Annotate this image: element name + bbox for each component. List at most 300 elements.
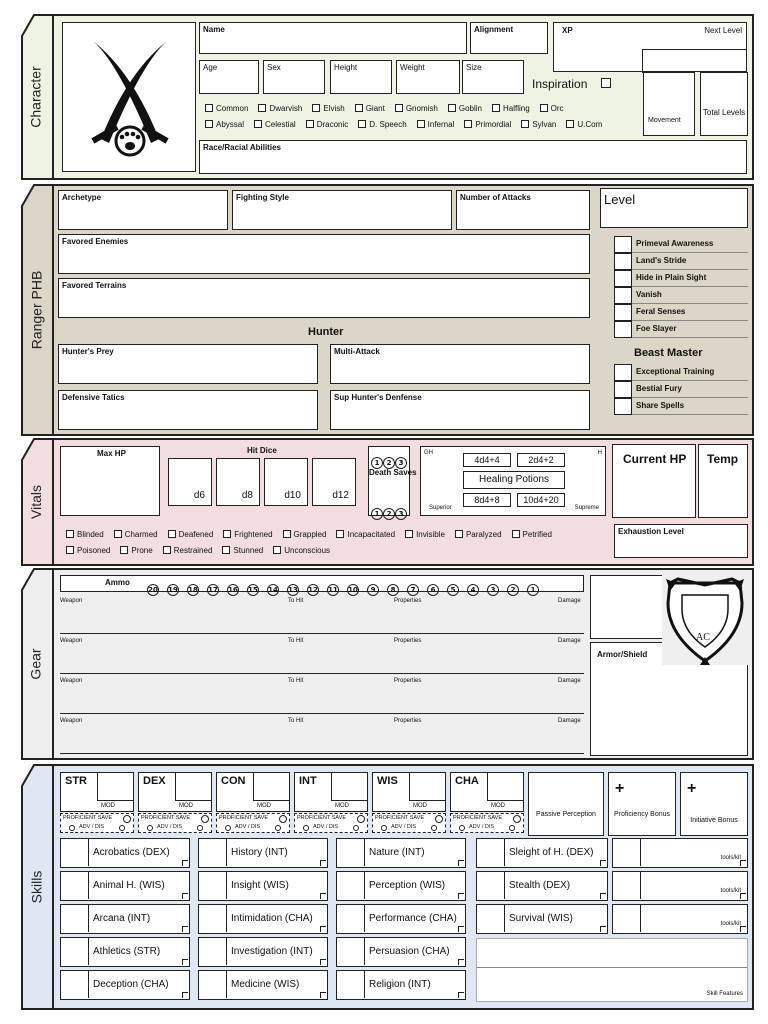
feature-item[interactable]	[614, 304, 748, 321]
condition-4[interactable]	[283, 530, 327, 539]
ability-cha	[450, 772, 524, 834]
condition-7[interactable]	[455, 530, 502, 539]
ammo-circle[interactable]: 8	[387, 584, 399, 596]
language-checkbox[interactable]	[540, 104, 548, 112]
weapon-row[interactable]	[60, 636, 584, 674]
tool-proficiency-box[interactable]	[613, 839, 641, 866]
skill-proficiency-box[interactable]	[61, 938, 89, 965]
weapon-row[interactable]	[60, 676, 584, 714]
condition-checkbox[interactable]	[114, 530, 122, 538]
condition-checkbox[interactable]	[455, 530, 463, 538]
feature-item[interactable]	[614, 398, 748, 415]
dis-circle[interactable]	[431, 825, 437, 831]
feature-checkbox[interactable]	[614, 287, 632, 304]
death-save-circle[interactable]: 3	[395, 508, 407, 520]
ammo-circle[interactable]: 1	[527, 584, 539, 596]
condition-1[interactable]	[120, 546, 152, 555]
ammo-circle[interactable]: 13	[288, 586, 298, 594]
height-field[interactable]: Height	[330, 60, 392, 94]
language-6[interactable]	[492, 104, 530, 113]
feature-item[interactable]	[614, 287, 748, 304]
character-section	[0, 14, 768, 180]
tool-kit-row[interactable]	[612, 838, 748, 868]
condition-label: Poisoned	[77, 546, 111, 555]
exhaustion-level-field[interactable]: Exhaustion Level	[614, 524, 748, 558]
condition-checkbox[interactable]	[66, 546, 74, 554]
language-7[interactable]	[540, 104, 564, 113]
skill-proficiency-box[interactable]	[199, 938, 227, 965]
skills-panel	[52, 764, 754, 1010]
skill-row[interactable]	[60, 937, 190, 967]
condition-1[interactable]	[114, 530, 158, 539]
shield-box	[590, 575, 664, 639]
shield-icon	[662, 573, 748, 665]
proficient-save-circle[interactable]	[357, 815, 365, 823]
dis-circle[interactable]	[275, 825, 281, 831]
language-checkbox[interactable]	[448, 104, 456, 112]
death-save-circle[interactable]: 2	[383, 457, 395, 469]
defensive-tatics-field[interactable]: Defensive Tatics	[58, 390, 318, 430]
condition-checkbox[interactable]	[163, 546, 171, 554]
condition-4[interactable]	[273, 546, 330, 555]
language-2[interactable]	[306, 120, 349, 129]
condition-checkbox[interactable]	[283, 530, 291, 538]
feature-item[interactable]	[614, 321, 748, 338]
language-7[interactable]	[566, 120, 602, 129]
skill-bonus-corner[interactable]	[182, 926, 188, 932]
language-checkbox[interactable]	[464, 120, 472, 128]
current-hp-field[interactable]: Current HP	[612, 444, 696, 518]
hit-die-d6[interactable]: d6	[168, 458, 212, 506]
language-1[interactable]	[254, 120, 296, 129]
hit-die-d10[interactable]: d10	[264, 458, 308, 506]
save-proficiency-box[interactable]	[294, 813, 368, 833]
feature-checkbox[interactable]	[614, 304, 632, 321]
ammo-circle[interactable]: 14	[268, 586, 278, 594]
skill-row[interactable]	[60, 838, 190, 868]
ammo-circle[interactable]: 17	[208, 586, 218, 594]
ammo-circle[interactable]: 11	[328, 586, 338, 594]
adv-dis-label: ADV / DIS	[469, 824, 495, 830]
skill-bonus-corner[interactable]	[320, 926, 326, 932]
healing-potions-title: Healing Potions	[463, 471, 565, 489]
condition-0[interactable]	[66, 530, 104, 539]
feature-checkbox[interactable]	[614, 236, 632, 253]
tool-proficiency-box[interactable]	[613, 872, 641, 899]
skill-row[interactable]	[60, 871, 190, 901]
skill-label: Insight (WIS)	[231, 880, 289, 891]
ammo-circle[interactable]: 5	[447, 584, 459, 596]
language-checkbox[interactable]	[566, 120, 574, 128]
tool-proficiency-box[interactable]	[613, 905, 641, 932]
skill-row[interactable]	[476, 838, 608, 868]
save-proficiency-box[interactable]	[450, 813, 524, 833]
skills-section	[0, 764, 768, 1010]
weapon-row[interactable]	[60, 596, 584, 634]
proficient-save-label: PROFICIENT SAVE	[375, 815, 425, 821]
language-3[interactable]	[355, 104, 385, 113]
skill-row[interactable]	[336, 937, 466, 967]
language-checkbox[interactable]	[355, 104, 363, 112]
condition-8[interactable]	[512, 530, 552, 539]
skill-bonus-corner[interactable]	[600, 926, 606, 932]
language-0[interactable]	[205, 104, 248, 113]
language-0[interactable]	[205, 120, 244, 129]
proficient-save-label: PROFICIENT SAVE	[219, 815, 269, 821]
skill-bonus-corner[interactable]	[600, 893, 606, 899]
ammo-circle[interactable]: 2	[507, 584, 519, 596]
adv-circle[interactable]	[147, 825, 153, 831]
skill-row[interactable]	[60, 904, 190, 934]
skill-proficiency-box[interactable]	[199, 839, 227, 866]
name-field[interactable]: Name	[199, 22, 467, 54]
skill-bonus-corner[interactable]	[458, 959, 464, 965]
condition-6[interactable]	[405, 530, 445, 539]
language-checkbox[interactable]	[205, 120, 213, 128]
skill-bonus-corner[interactable]	[320, 860, 326, 866]
condition-checkbox[interactable]	[336, 530, 344, 538]
ammo-circle[interactable]: 4	[467, 584, 479, 596]
death-save-circle[interactable]: 1	[371, 508, 383, 520]
ability-wis	[372, 772, 446, 834]
language-5[interactable]	[448, 104, 482, 113]
death-save-success-row[interactable]	[371, 450, 407, 469]
ability-score-inner[interactable]	[97, 773, 133, 801]
language-label: Halfling	[502, 104, 530, 113]
proficient-save-circle[interactable]	[513, 815, 521, 823]
skill-proficiency-box[interactable]	[477, 872, 505, 899]
mod-label: MOD	[101, 803, 115, 809]
language-4[interactable]	[417, 120, 455, 129]
feature-label: Exceptional Training	[636, 367, 715, 376]
skill-row[interactable]	[198, 904, 328, 934]
proficient-save-label: PROFICIENT SAVE	[297, 815, 347, 821]
hit-dice-label: Hit Dice	[247, 446, 277, 455]
skill-proficiency-box[interactable]	[61, 971, 89, 998]
inspiration-checkbox[interactable]	[601, 78, 611, 88]
language-checkbox[interactable]	[205, 104, 213, 112]
alignment-field[interactable]: Alignment	[470, 22, 548, 54]
skill-row[interactable]	[198, 970, 328, 1000]
feature-item[interactable]	[614, 270, 748, 287]
ability-score-box[interactable]	[216, 772, 290, 812]
skill-bonus-corner[interactable]	[458, 992, 464, 998]
language-checkbox[interactable]	[521, 120, 529, 128]
favored-enemies-field[interactable]: Favored Enemies	[58, 234, 590, 274]
tool-kit-row[interactable]	[612, 871, 748, 901]
skill-row[interactable]	[476, 871, 608, 901]
ammo-circle[interactable]: 18	[188, 586, 198, 594]
skill-row[interactable]	[198, 871, 328, 901]
skill-row[interactable]	[336, 838, 466, 868]
feature-item[interactable]	[614, 236, 748, 253]
language-checkbox[interactable]	[312, 104, 320, 112]
weapon-row[interactable]	[60, 716, 584, 754]
skill-bonus-corner[interactable]	[320, 959, 326, 965]
condition-label: Unconscious	[284, 546, 331, 555]
damage-label: Damage	[558, 678, 581, 684]
feature-label: Bestial Fury	[636, 384, 682, 393]
skill-row[interactable]	[198, 838, 328, 868]
skill-row[interactable]	[336, 871, 466, 901]
skill-bonus-corner[interactable]	[600, 860, 606, 866]
potion-healing-count[interactable]: 2d4+2	[517, 453, 565, 467]
sup-hunters-defense-field[interactable]: Sup Hunter's Denfense	[330, 390, 590, 430]
ranger-panel	[52, 184, 754, 436]
language-checkbox[interactable]	[306, 120, 314, 128]
condition-checkbox[interactable]	[405, 530, 413, 538]
skill-proficiency-box[interactable]	[337, 938, 365, 965]
skill-bonus-corner[interactable]	[182, 959, 188, 965]
weapon-label: Weapon	[60, 598, 83, 604]
ability-score-inner[interactable]	[331, 773, 367, 801]
death-save-circle[interactable]: 3	[395, 457, 407, 469]
condition-checkbox[interactable]	[222, 546, 230, 554]
weight-field[interactable]: Weight	[396, 60, 460, 94]
feature-item[interactable]	[614, 253, 748, 270]
condition-checkbox[interactable]	[512, 530, 520, 538]
death-save-fail-row[interactable]	[371, 501, 407, 520]
save-proficiency-box[interactable]	[60, 813, 134, 833]
skill-proficiency-box[interactable]	[337, 872, 365, 899]
feature-checkbox[interactable]	[614, 321, 632, 338]
adv-circle[interactable]	[381, 825, 387, 831]
skill-row[interactable]	[198, 937, 328, 967]
age-field[interactable]: Age	[199, 60, 259, 94]
size-field[interactable]: Size	[462, 60, 524, 94]
language-6[interactable]	[521, 120, 556, 129]
death-save-circle[interactable]: 1	[371, 457, 383, 469]
proficiency-bonus-field[interactable]: + Proficiency Bonus	[608, 772, 676, 836]
skill-label: Stealth (DEX)	[509, 880, 571, 891]
ammo-circle[interactable]: 9	[367, 584, 379, 596]
ability-score-box[interactable]	[138, 772, 212, 812]
dis-circle[interactable]	[197, 825, 203, 831]
skill-label: Medicine (WIS)	[231, 979, 300, 990]
language-2[interactable]	[312, 104, 344, 113]
skill-proficiency-box[interactable]	[61, 872, 89, 899]
archetype-field[interactable]: Archetype	[58, 190, 228, 230]
proficient-save-circle[interactable]	[201, 815, 209, 823]
ammo-circle[interactable]: 7	[407, 584, 419, 596]
feature-checkbox[interactable]	[614, 381, 632, 398]
class-emblem	[62, 22, 196, 172]
skill-label: History (INT)	[231, 847, 288, 858]
hit-die-d12[interactable]: d12	[312, 458, 356, 506]
fighting-style-field[interactable]: Fighting Style	[232, 190, 452, 230]
feature-checkbox[interactable]	[614, 364, 632, 381]
passive-perception-field[interactable]: Passive Perception	[528, 772, 604, 836]
death-saves-box: 1 2 3 Death Saves 1 2 3	[368, 446, 410, 516]
save-proficiency-box[interactable]	[372, 813, 446, 833]
ammo-circle[interactable]: 20	[148, 586, 158, 594]
adv-circle[interactable]	[459, 825, 465, 831]
language-checkbox[interactable]	[254, 120, 262, 128]
language-checkbox[interactable]	[258, 104, 266, 112]
feature-checkbox[interactable]	[614, 253, 632, 270]
death-save-circle[interactable]: 2	[383, 508, 395, 520]
potion-supreme-count[interactable]: 10d4+20	[517, 493, 565, 507]
ammo-circle[interactable]: 10	[348, 586, 358, 594]
damage-label: Damage	[558, 598, 581, 604]
proficient-save-circle[interactable]	[435, 815, 443, 823]
skill-bonus-corner[interactable]	[458, 926, 464, 932]
skill-proficiency-box[interactable]	[61, 839, 89, 866]
language-checkbox[interactable]	[358, 120, 366, 128]
max-hp-field[interactable]: Max HP	[60, 446, 160, 516]
ability-score-inner[interactable]	[175, 773, 211, 801]
vitals-tab: Vitals	[28, 485, 45, 519]
feature-checkbox[interactable]	[614, 270, 632, 287]
skill-proficiency-box[interactable]	[337, 905, 365, 932]
beast-master-title: Beast Master	[634, 347, 703, 359]
save-proficiency-box[interactable]	[138, 813, 212, 833]
skill-proficiency-box[interactable]	[477, 905, 505, 932]
languages-row-2	[205, 120, 612, 129]
language-checkbox[interactable]	[395, 104, 403, 112]
sex-field[interactable]: Sex	[263, 60, 325, 94]
properties-label: Properties	[394, 638, 422, 644]
ammo-circle[interactable]: 19	[168, 586, 178, 594]
ammo-circle[interactable]: 16	[228, 586, 238, 594]
skill-proficiency-box[interactable]	[199, 905, 227, 932]
language-checkbox[interactable]	[417, 120, 425, 128]
adv-circle[interactable]	[69, 825, 75, 831]
ability-score-box[interactable]	[450, 772, 524, 812]
hit-die-d8[interactable]: d8	[216, 458, 260, 506]
condition-checkbox[interactable]	[168, 530, 176, 538]
ability-name: DEX	[143, 775, 166, 787]
skill-proficiency-box[interactable]	[337, 971, 365, 998]
tool-bonus-corner[interactable]	[740, 860, 746, 866]
ability-score-inner[interactable]	[253, 773, 289, 801]
damage-label: Damage	[558, 718, 581, 724]
condition-2[interactable]	[168, 530, 214, 539]
skill-proficiency-box[interactable]	[199, 971, 227, 998]
dis-circle[interactable]	[353, 825, 359, 831]
tool-bonus-corner[interactable]	[740, 893, 746, 899]
proficient-save-circle[interactable]	[279, 815, 287, 823]
potion-greater-count[interactable]: 4d4+4	[463, 453, 511, 467]
condition-checkbox[interactable]	[223, 530, 231, 538]
skill-row[interactable]	[60, 970, 190, 1000]
adv-dis-label: ADV / DIS	[79, 824, 105, 830]
skill-bonus-corner[interactable]	[458, 893, 464, 899]
dis-circle[interactable]	[119, 825, 125, 831]
hunters-prey-field[interactable]: Hunter's Prey	[58, 344, 318, 384]
adv-dis-label: ADV / DIS	[235, 824, 261, 830]
skill-row[interactable]	[476, 904, 608, 934]
adv-circle[interactable]	[225, 825, 231, 831]
vitals-section	[0, 438, 768, 566]
race-abilities-field[interactable]: Race/Racial Abilities	[199, 140, 747, 174]
skill-proficiency-box[interactable]	[199, 872, 227, 899]
xp-field[interactable]: XP Next Level	[553, 22, 747, 72]
language-checkbox[interactable]	[492, 104, 500, 112]
condition-checkbox[interactable]	[273, 546, 281, 554]
skill-label: Nature (INT)	[369, 847, 425, 858]
skill-label: Investigation (INT)	[231, 946, 313, 957]
level-field[interactable]: Level	[600, 188, 748, 228]
damage-label: Damage	[558, 638, 581, 644]
condition-3[interactable]	[223, 530, 272, 539]
ability-score-inner[interactable]	[487, 773, 523, 801]
favored-terrains-field[interactable]: Favored Terrains	[58, 278, 590, 318]
feature-item[interactable]	[614, 364, 748, 381]
tool-kit-row[interactable]	[612, 904, 748, 934]
condition-label: Stunned	[233, 546, 264, 555]
condition-0[interactable]	[66, 546, 110, 555]
condition-5[interactable]	[336, 530, 395, 539]
skill-bonus-corner[interactable]	[320, 992, 326, 998]
language-1[interactable]	[258, 104, 302, 113]
ability-score-box[interactable]	[294, 772, 368, 812]
ability-score-box[interactable]	[372, 772, 446, 812]
temp-hp-field[interactable]: Temp	[698, 444, 748, 518]
skill-row[interactable]	[336, 904, 466, 934]
skill-bonus-corner[interactable]	[182, 860, 188, 866]
skill-proficiency-box[interactable]	[337, 839, 365, 866]
skill-bonus-corner[interactable]	[182, 893, 188, 899]
save-proficiency-box[interactable]	[216, 813, 290, 833]
feature-checkbox[interactable]	[614, 398, 632, 415]
proficient-save-label: PROFICIENT SAVE	[63, 815, 113, 821]
language-5[interactable]	[464, 120, 511, 129]
condition-2[interactable]	[163, 546, 213, 555]
ac-shield[interactable]: AC	[662, 573, 748, 665]
potion-superior-count[interactable]: 8d4+8	[463, 493, 511, 507]
language-4[interactable]	[395, 104, 438, 113]
condition-3[interactable]	[222, 546, 263, 555]
number-of-attacks-field[interactable]: Number of Attacks	[456, 190, 590, 230]
language-label: Orc	[550, 104, 564, 113]
skill-proficiency-box[interactable]	[477, 839, 505, 866]
ammo-circle[interactable]: 3	[487, 584, 499, 596]
tool-bonus-corner[interactable]	[740, 926, 746, 932]
mod-label: MOD	[179, 803, 193, 809]
skill-features-field[interactable]: Skill Features	[476, 938, 748, 1002]
skill-label: Sleight of H. (DEX)	[509, 847, 594, 858]
skill-bonus-corner[interactable]	[320, 893, 326, 899]
language-3[interactable]	[358, 120, 406, 129]
ability-score-inner[interactable]	[409, 773, 445, 801]
ability-score-box[interactable]	[60, 772, 134, 812]
total-levels-field[interactable]: Total Levels	[700, 72, 748, 136]
skill-bonus-corner[interactable]	[182, 992, 188, 998]
ranger-feature-list	[614, 236, 748, 338]
adv-circle[interactable]	[303, 825, 309, 831]
feature-label: Feral Senses	[636, 307, 686, 316]
condition-checkbox[interactable]	[120, 546, 128, 554]
movement-field[interactable]: Movement	[643, 72, 695, 136]
skill-row[interactable]	[336, 970, 466, 1000]
skill-proficiency-box[interactable]	[61, 905, 89, 932]
armor-shield-field[interactable]: Armor/Shield	[590, 642, 748, 756]
ammo-circle[interactable]: 12	[308, 586, 318, 594]
skill-label: Intimidation (CHA)	[231, 913, 313, 924]
feature-item[interactable]	[614, 381, 748, 398]
ammo-circle[interactable]: 6	[427, 584, 439, 596]
condition-checkbox[interactable]	[66, 530, 74, 538]
initiative-bonus-field[interactable]: + Initiative Bonus	[680, 772, 748, 836]
ammo-circles[interactable]	[147, 577, 547, 596]
ammo-circle[interactable]: 15	[248, 586, 258, 594]
proficient-save-circle[interactable]	[123, 815, 131, 823]
language-label: U.Com	[577, 120, 603, 129]
skill-bonus-corner[interactable]	[458, 860, 464, 866]
multi-attack-field[interactable]: Multi-Attack	[330, 344, 590, 384]
dis-circle[interactable]	[509, 825, 515, 831]
